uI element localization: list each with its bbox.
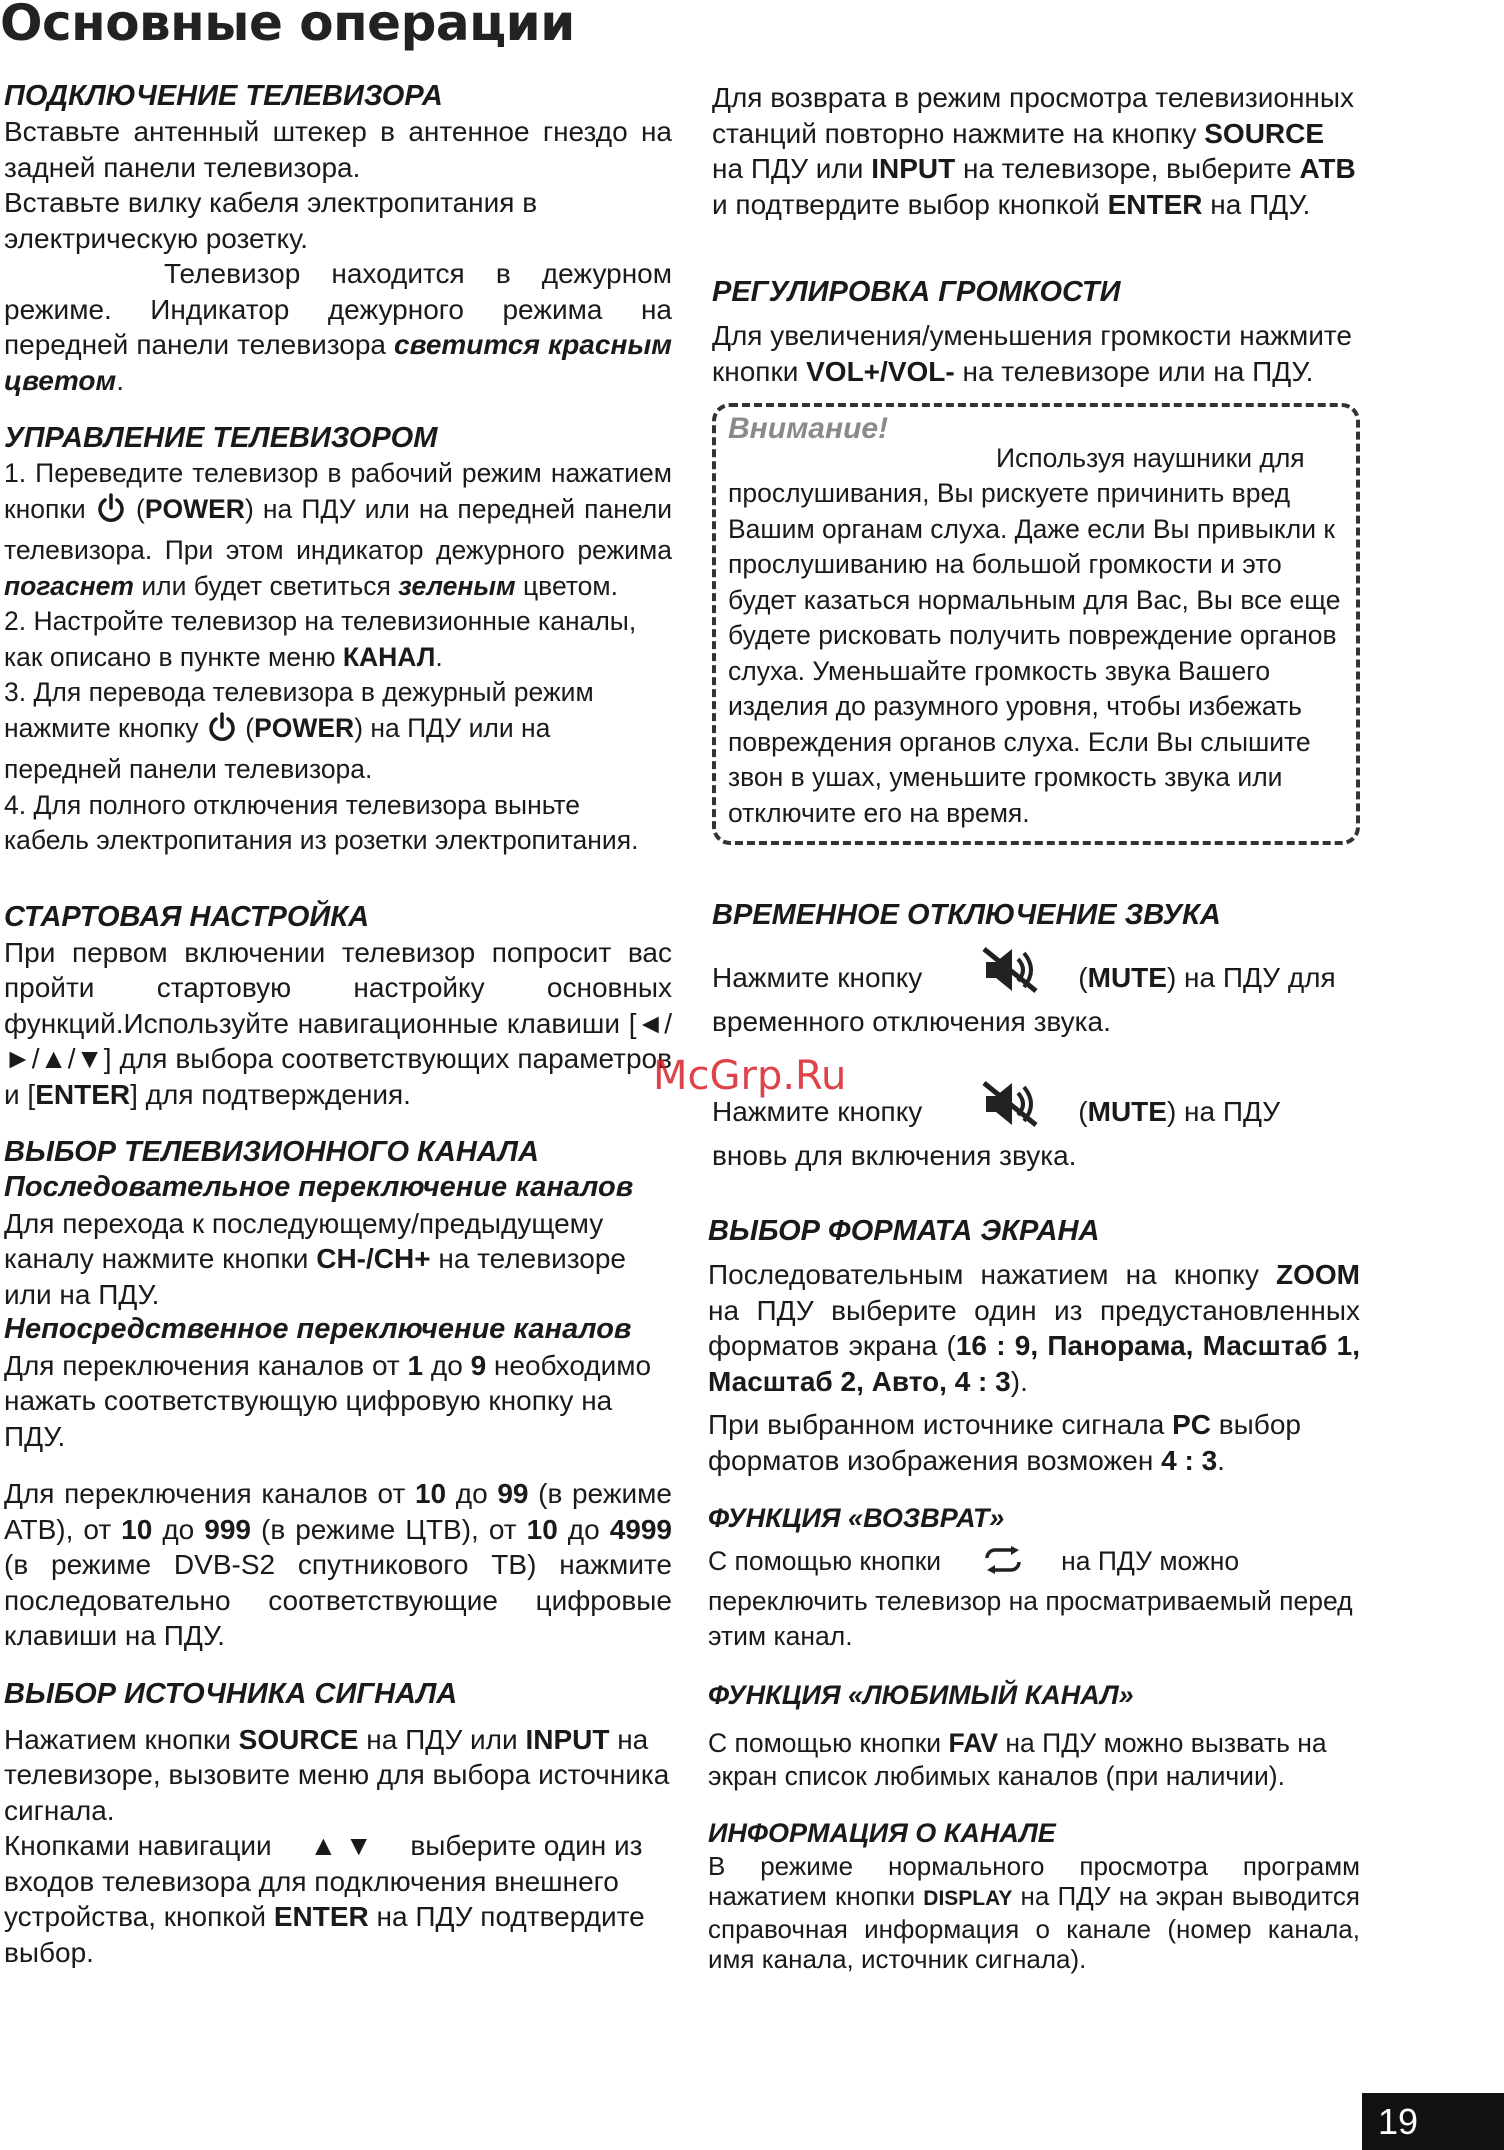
paragraph [4, 256, 672, 398]
watermark: McGrp.Ru [653, 1053, 847, 1099]
text: В режиме нормального просмотра программ нажатием кнопки [708, 1850, 1360, 1911]
key-name: ENTER [1107, 188, 1203, 220]
key-name: ENTER [273, 1901, 369, 1932]
format-value: 4 : 3 [1161, 1444, 1218, 1476]
paragraph [712, 945, 1360, 1039]
text: Телевизор находится в дежурном режиме. Индикатор дежурного режима на передней панели телевизора [4, 258, 672, 360]
key-name: PC [1172, 1409, 1212, 1440]
format-list: 16 : 9, Панорама, Масштаб 1, Масштаб 2, Авто, 4 : 3 [708, 1330, 1360, 1397]
text: на телевизоре, вызовите меню для выбора источника сигнала. [4, 1723, 670, 1826]
left-column [4, 78, 672, 1970]
section-heading: УПРАВЛЕНИЕ ТЕЛЕВИЗОРОМ [4, 422, 438, 454]
text: на ПДУ выберите один из предустановленных форматов экрана ( [708, 1294, 1360, 1361]
section-mute [712, 897, 1360, 1173]
text: ( [126, 493, 145, 524]
text: Последовательным нажатием на кнопку [708, 1259, 1276, 1290]
paragraph [4, 935, 672, 1113]
text: ) на ПДУ или на передней панели телевизора. При этом индикатор дежурного режима [4, 493, 673, 565]
right-column [708, 78, 1360, 1974]
section-tv-connection [4, 78, 672, 398]
text: на телевизоре или на ПДУ. [4, 1243, 626, 1310]
number: 9 [470, 1349, 487, 1381]
paragraph: Вставьте антенный штекер в антенное гнездо на задней панели телевизора. [4, 116, 672, 183]
text: до [446, 1478, 498, 1509]
text: Для возврата в режим просмотра телевизионных станций повторно нажмите на кнопку [712, 82, 1354, 149]
text: и подтвердите выбор кнопкой [712, 188, 1108, 220]
number: 10 [414, 1478, 447, 1509]
key-name: MUTE [1087, 962, 1167, 993]
power-icon [206, 711, 238, 753]
text: выбор форматов изображения возможен [708, 1409, 1301, 1476]
text: 1. Переведите телевизор в рабочий режим нажатием кнопки [4, 458, 672, 524]
key-name: INPUT [525, 1723, 610, 1755]
paragraph [712, 318, 1360, 389]
list-item: 4. Для полного отключения телевизора выньте кабель электропитания из розетки электропитания. [4, 789, 639, 855]
key-name: ENTER [35, 1078, 131, 1110]
text: на ПДУ. [1202, 188, 1311, 220]
text: Кнопками навигации [4, 1830, 280, 1861]
paragraph [708, 1257, 1360, 1399]
text: 3. Для перевода телевизора в дежурный режим нажмите кнопку [4, 677, 594, 743]
section-heading: РЕГУЛИРОВКА ГРОМКОСТИ [712, 276, 1121, 308]
key-name: DISPLAY [923, 1886, 1013, 1910]
page-title: Основные операции [0, 0, 575, 52]
recall-icon [981, 1546, 1025, 1584]
section-screen-format [708, 1213, 1360, 1478]
text: цветом. [515, 570, 618, 601]
section-heading: ФУНКЦИЯ «ЛЮБИМЫЙ КАНАЛ» [708, 1679, 1134, 1710]
text: до [423, 1349, 471, 1381]
text: ) на ПДУ или на передней панели телевизора. [4, 712, 551, 784]
section-return-function [708, 1500, 1360, 1655]
section-return-tv [712, 80, 1360, 222]
key-name: АТВ [1299, 153, 1356, 184]
section-heading: ФУНКЦИЯ «ВОЗВРАТ» [708, 1503, 1005, 1533]
warning-text: Используя наушники для прослушивания, Вы рискуете причинить вред Вашим органам слуха. Даже если Вы привыкли к прослушиванию на большой громкости и это будет казаться нормальным для Вас, Вы все еще будете рисковать получить повреждение органов слуха. Уменьшайте громкость звука Вашего изделия до разумного уровня, чтобы избежать повреждения органов слуха. Если Вы слышите звон в ушах, уменьшите громкость звука или отключите его на время. [728, 442, 1341, 828]
menu-name: КАНАЛ [342, 641, 436, 672]
text-emphasis: погаснет [4, 570, 134, 601]
warning-title: Внимание! [728, 412, 889, 445]
text-emphasis: светится красным цветом [4, 329, 672, 396]
paragraph [4, 1476, 672, 1654]
key-name: MUTE [1087, 1096, 1167, 1127]
key-name: INPUT [871, 153, 956, 184]
text: до [152, 1513, 205, 1545]
section-heading: ВРЕМЕННОЕ ОТКЛЮЧЕНИЕ ЗВУКА [712, 899, 1221, 931]
text: При первом включении телевизор попросит вас пройти стартовую настройку основных функций.Используйте навигационные клавиши [◄/►/▲/▼] для выбора соответствующих параметров и [ [4, 936, 672, 1110]
arrow-keys-icon: ▲ ▼ [309, 1830, 373, 1861]
key-name: POWER [254, 712, 355, 743]
section-initial-setup [4, 899, 672, 1113]
text-emphasis: зеленым [398, 570, 516, 601]
mute-icon [980, 945, 1040, 1004]
number: 10 [121, 1513, 153, 1545]
text: или будет светиться [133, 570, 399, 601]
list-item [4, 604, 672, 675]
warning-box [712, 403, 1360, 845]
paragraph [708, 1407, 1360, 1478]
section-heading: ВЫБОР ИСТОЧНИКА СИГНАЛА [4, 1677, 458, 1710]
number: 999 [204, 1513, 251, 1545]
text: (в режиме DVB-S2 спутникового ТВ) нажмите последовательно соответствующие цифровые клавиши на ПДУ. [4, 1549, 672, 1651]
section-volume [712, 274, 1360, 389]
text: на ПДУ подтвердите выбор. [4, 1901, 645, 1968]
text: . [1217, 1444, 1225, 1476]
text: ) на ПДУ для временного отключения звука. [712, 962, 1336, 1037]
text: . [435, 641, 443, 672]
paragraph [4, 1828, 672, 1970]
key-name: ZOOM [1276, 1259, 1360, 1290]
page-number: 19 [1362, 2093, 1504, 2150]
text: ( [1078, 962, 1088, 993]
number: 1 [407, 1349, 424, 1381]
section-heading: ИНФОРМАЦИЯ О КАНАЛЕ [708, 1817, 1056, 1848]
subheading: Последовательное переключение каналов [4, 1171, 634, 1203]
text: Для перехода к последующему/предыдущему каналу нажмите кнопки [4, 1207, 604, 1274]
section-heading: ПОДКЛЮЧЕНИЕ ТЕЛЕВИЗОРА [4, 80, 443, 112]
text: ). [1010, 1365, 1028, 1397]
text: (в режиме АТВ), от [4, 1478, 673, 1545]
section-channel-info [708, 1815, 1360, 1974]
text: . [116, 364, 124, 396]
key-name: CH-/CH+ [316, 1243, 431, 1274]
text: ) на ПДУ вновь для включения звука. [712, 1096, 1281, 1171]
paragraph [4, 1348, 672, 1455]
key-name: VOL+/VOL- [806, 355, 955, 387]
paragraph [712, 80, 1360, 222]
section-tv-control [4, 420, 672, 859]
text: до [557, 1513, 610, 1545]
key-name: SOURCE [1204, 117, 1325, 149]
key-name: FAV [948, 1727, 999, 1758]
key-name: POWER [144, 493, 245, 524]
paragraph [708, 1544, 1360, 1655]
section-heading: СТАРТОВАЯ НАСТРОЙКА [4, 900, 370, 933]
list-item [4, 456, 672, 604]
text: ( [237, 712, 255, 743]
text: на телевизоре, выберите [955, 153, 1300, 184]
text: на ПДУ на экран выводится справочная информация о канале (номер канала, имя канала, источник сигнала). [708, 1880, 1360, 1974]
number: 10 [526, 1513, 558, 1545]
text: выберите один из входов телевизора для подключения внешнего устройства, кнопкой [4, 1830, 643, 1932]
text: 2. Настройте телевизор на телевизионные каналы, как описано в пункте меню [4, 606, 637, 672]
text: (в режиме ЦТВ), от [250, 1513, 527, 1545]
text: на ПДУ можно вызвать на экран список любимых каналов (при наличии). [708, 1727, 1327, 1791]
text: необходимо нажать соответствующую цифровую кнопку на ПДУ. [4, 1349, 652, 1452]
paragraph [4, 1206, 672, 1313]
section-source-select [4, 1676, 672, 1971]
paragraph [708, 1727, 1360, 1793]
text: Нажмите кнопку [712, 962, 923, 993]
paragraph [4, 1722, 672, 1829]
section-heading: ВЫБОР ФОРМАТА ЭКРАНА [708, 1215, 1100, 1247]
text: С помощью кнопки [708, 1546, 942, 1576]
text: Нажатием кнопки [4, 1723, 239, 1755]
subheading: Непосредственное переключение каналов [4, 1313, 632, 1345]
list-item [4, 675, 672, 788]
number: 99 [497, 1478, 529, 1509]
power-icon [95, 492, 127, 534]
text: Нажмите кнопку [712, 1096, 923, 1127]
text: С помощью кнопки [708, 1727, 949, 1758]
paragraph [708, 1851, 1360, 1974]
text: на ПДУ или [358, 1723, 526, 1755]
number: 4999 [609, 1513, 673, 1545]
section-heading: ВЫБОР ТЕЛЕВИЗИОННОГО КАНАЛА [4, 1136, 539, 1168]
mute-icon [980, 1079, 1040, 1138]
text: Для переключения каналов от [4, 1478, 415, 1509]
text: на ПДУ или [712, 153, 872, 184]
section-channel-select [4, 1134, 672, 1654]
text: ( [1078, 1096, 1088, 1127]
text: на телевизоре или на ПДУ. [954, 355, 1314, 387]
key-name: SOURCE [238, 1723, 359, 1755]
text: на ПДУ можно переключить телевизор на просматриваемый перед этим канал. [708, 1546, 1353, 1651]
text: При выбранном источнике сигнала [708, 1409, 1173, 1440]
text: Для увеличения/уменьшения громкости нажмите кнопки [712, 320, 1352, 387]
text: ] для подтверждения. [130, 1078, 411, 1110]
text: Для переключения каналов от [4, 1349, 408, 1381]
section-favorite-channel [708, 1677, 1360, 1793]
paragraph: Вставьте вилку кабеля электропитания в электрическую розетку. [4, 187, 538, 254]
